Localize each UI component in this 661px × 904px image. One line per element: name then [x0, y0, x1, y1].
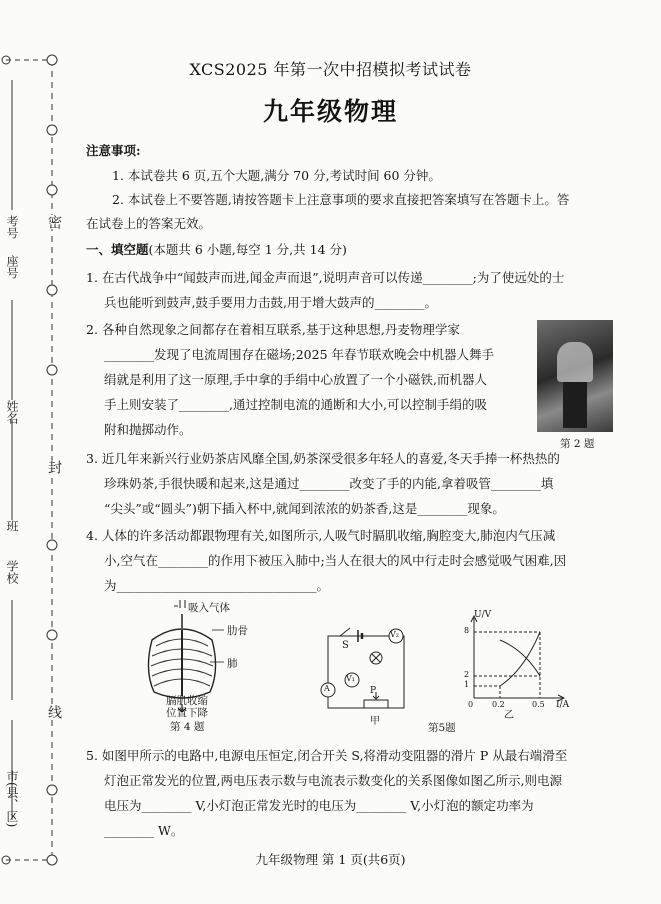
field-exam-no: 考号	[5, 215, 19, 239]
fig5-sub-jia: 甲	[370, 716, 380, 727]
q3-line-2: 珍珠奶茶,手很快暖和起来,这是通过________改变了手的内能,拿着吸管________填	[104, 476, 554, 491]
q2-line-3: 绢就是利用了这一原理,手中拿的手绢中心放置了一个小磁铁,而机器人	[104, 372, 487, 387]
q2-line-1: 2. 各种自然现象之间都存在着相互联系,基于这种思想,丹麦物理学家	[86, 322, 460, 337]
fig2-caption: 第 2 题	[560, 438, 595, 450]
fig5-label-V2: V₂	[390, 630, 399, 639]
notes-heading: 注意事项:	[86, 143, 141, 158]
fig5-ytick: 1	[464, 680, 470, 689]
mark-bind: 封	[46, 460, 62, 474]
fig4-label-diaphragm-1: 膈肌收缩	[166, 695, 208, 707]
fig5-graph-ylabel: U/V	[474, 610, 492, 620]
section-1-title: 一、填空题	[86, 242, 149, 257]
field-class: 班	[5, 520, 19, 532]
fig5-xtick: 0	[468, 700, 474, 709]
fig5-ytick: 2	[464, 670, 470, 679]
fig5-xtick: 0.5	[532, 700, 545, 709]
q5-line-1: 5. 如图甲所示的电路中,电源电压恒定,闭合开关 S,将滑动变阻器的滑片 P 从最右端滑至	[86, 748, 568, 763]
fig5-xtick: 0.2	[492, 700, 505, 709]
q1-line-2: 兵也能听到鼓声,鼓手要用力击鼓,用于增大鼓声的________。	[104, 295, 437, 310]
field-name: 姓名	[5, 400, 19, 424]
note-1: 1. 本试卷共 6 页,五个大题,满分 70 分,考试时间 60 分钟。	[112, 168, 441, 183]
q5-line-3: 电压为________ V,小灯泡正常发光时的电压为________ V,小灯泡的额定功率为	[104, 798, 534, 813]
fig4-label-lung: 肺	[227, 658, 238, 670]
fig5-label-V1: V₁	[346, 674, 355, 683]
q3-line-1: 3. 近几年来新兴行业奶茶店风靡全国,奶茶深受很多年轻人的喜爱,冬天手捧一杯热热的	[86, 451, 560, 466]
fig5-circuit-drawing	[318, 618, 418, 718]
fig5-label-P: P	[370, 686, 377, 696]
fig4-ribcage	[140, 600, 310, 733]
fig5-graph-xlabel: I/A	[556, 700, 570, 710]
binding-margin	[0, 0, 75, 904]
q2-line-4: 手上则安装了________,通过控制电流的通断和大小,可以控制手绢的吸	[104, 397, 487, 412]
fig4-label-diaphragm-2: 位置下降	[166, 707, 208, 719]
fig5-ytick: 8	[464, 626, 470, 635]
fig5-graph	[452, 610, 572, 720]
q2-line-5: 附和抛掷动作。	[104, 422, 192, 437]
fig4-caption: 第 4 题	[170, 721, 205, 733]
mark-seal: 密	[46, 215, 62, 229]
q4-line-1: 4. 人体的许多活动都跟物理有关,如图所示,人吸气时膈肌收缩,胸腔变大,肺泡内气压减	[86, 528, 556, 543]
fig5-label-A: A	[324, 684, 330, 693]
field-seat: 座号	[5, 255, 19, 279]
q4-line-2: 小,空气在________的作用下被压入肺中;当人在很大的风中行走时会感觉吸气困难,因	[104, 553, 567, 568]
page-footer: 九年级物理 第 1 页(共6页)	[255, 852, 406, 867]
note-2: 2. 本试卷上不要答题,请按答题卡上注意事项的要求直接把答案填写在答题卡上。答	[112, 192, 570, 207]
binding-lines	[0, 0, 75, 904]
q3-line-3: “尖头”或“圆头”)朝下插入杯中,就闻到浓浓的奶茶香,这是________现象。	[104, 501, 505, 516]
exam-title: XCS2025 年第一次中招模拟考试试卷	[189, 60, 472, 79]
subject-title: 九年级物理	[262, 97, 398, 126]
mark-line: 线	[46, 705, 62, 719]
fig4-label-air: 吸入气体	[188, 602, 230, 614]
fig5-circuit	[318, 618, 418, 728]
q4-line-3: 为________________________________。	[104, 578, 330, 593]
fig5-sub-yi: 乙	[504, 710, 514, 721]
section-1-desc: (本题共 6 小题,每空 1 分,共 14 分)	[148, 242, 347, 257]
q1-line-1: 1. 在古代战争中“闻鼓声而进,闻金声而退”,说明声音可以传递________;为了使远处的士	[86, 270, 565, 285]
note-2-cont: 在试卷上的答案无效。	[86, 216, 212, 231]
fig5-label-S: S	[342, 640, 349, 651]
q5-line-4: ________ W。	[104, 823, 184, 838]
fig2-robot-photo	[537, 320, 613, 432]
fig4-label-rib: 肋骨	[227, 625, 248, 637]
field-school: 学校	[5, 560, 19, 584]
q5-line-2: 灯泡正常发光的位置,两电压表示数与电流表示数变化的关系图像如图乙所示,则电源	[104, 773, 562, 788]
fig5-caption: 第5题	[428, 722, 456, 734]
section-1-header	[86, 242, 641, 258]
q2-line-2: ________发现了电流周围存在磁场;2025 年春节联欢晚会中机器人舞手	[104, 347, 494, 362]
field-city: 市(县、区)	[5, 770, 19, 828]
